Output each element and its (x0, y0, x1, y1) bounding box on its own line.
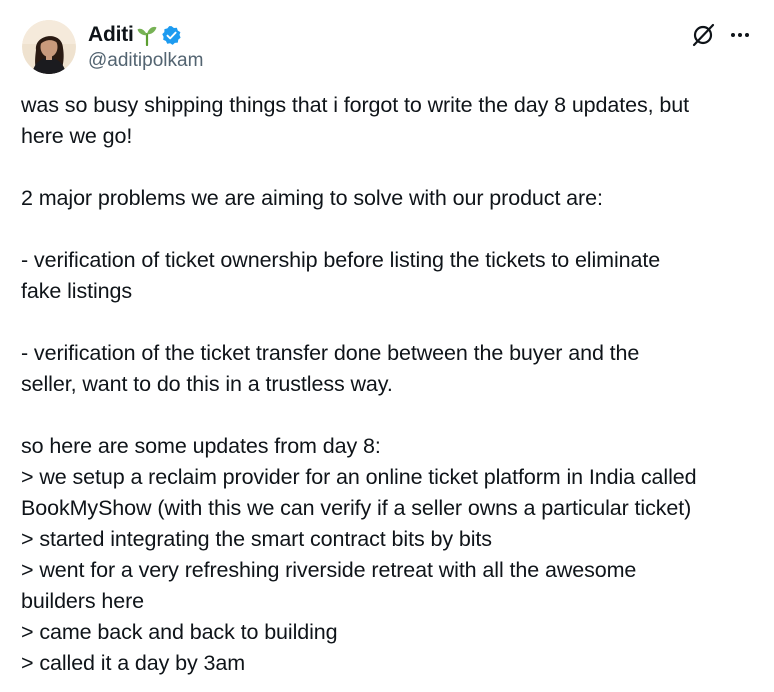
tweet-line: > called it a day by 3am (21, 651, 246, 675)
verified-badge-icon[interactable] (161, 25, 182, 46)
tweet-line: 2 major problems we are aiming to solve with our product are: (21, 186, 603, 210)
tweet-text (21, 90, 756, 679)
avatar[interactable] (22, 20, 76, 74)
tweet-line: BookMyShow (with this we can verify if a seller owns a particular ticket) (21, 496, 692, 520)
tweet-line: > started integrating the smart contract bits by bits (21, 527, 492, 551)
tweet-line: > came back and back to building (21, 620, 338, 644)
grok-icon[interactable] (690, 22, 716, 48)
tweet-line: was so busy shipping things that i forgot to write the day 8 updates, but (21, 93, 689, 117)
tweet-line: fake listings (21, 279, 133, 303)
author-name-row (88, 22, 203, 48)
tweet-line: so here are some updates from day 8: (21, 434, 381, 458)
tweet-line: > we setup a reclaim provider for an online ticket platform in India called (21, 465, 697, 489)
tweet-paragraph (21, 90, 756, 152)
tweet-line: seller, want to do this in a trustless way. (21, 372, 393, 396)
tweet-paragraph (21, 183, 756, 214)
author-display-name[interactable]: Aditi (88, 23, 134, 46)
author-handle[interactable]: @aditipolkam (88, 50, 204, 71)
tweet-paragraph (21, 431, 756, 679)
tweet-line: builders here (21, 589, 144, 613)
tweet-actions (690, 22, 752, 48)
tweet-line: - verification of ticket ownership before listing the tickets to eliminate (21, 248, 661, 272)
tweet-paragraph (21, 245, 756, 307)
tweet-line: > went for a very refreshing riverside retreat with all the awesome (21, 558, 637, 582)
tweet-line: here we go! (21, 124, 133, 148)
author-names (88, 22, 203, 72)
more-options-icon[interactable] (728, 23, 752, 47)
seedling-icon (136, 24, 158, 46)
tweet-header (22, 20, 203, 74)
tweet-line: - verification of the ticket transfer done between the buyer and the (21, 341, 640, 365)
tweet-paragraph (21, 338, 756, 400)
